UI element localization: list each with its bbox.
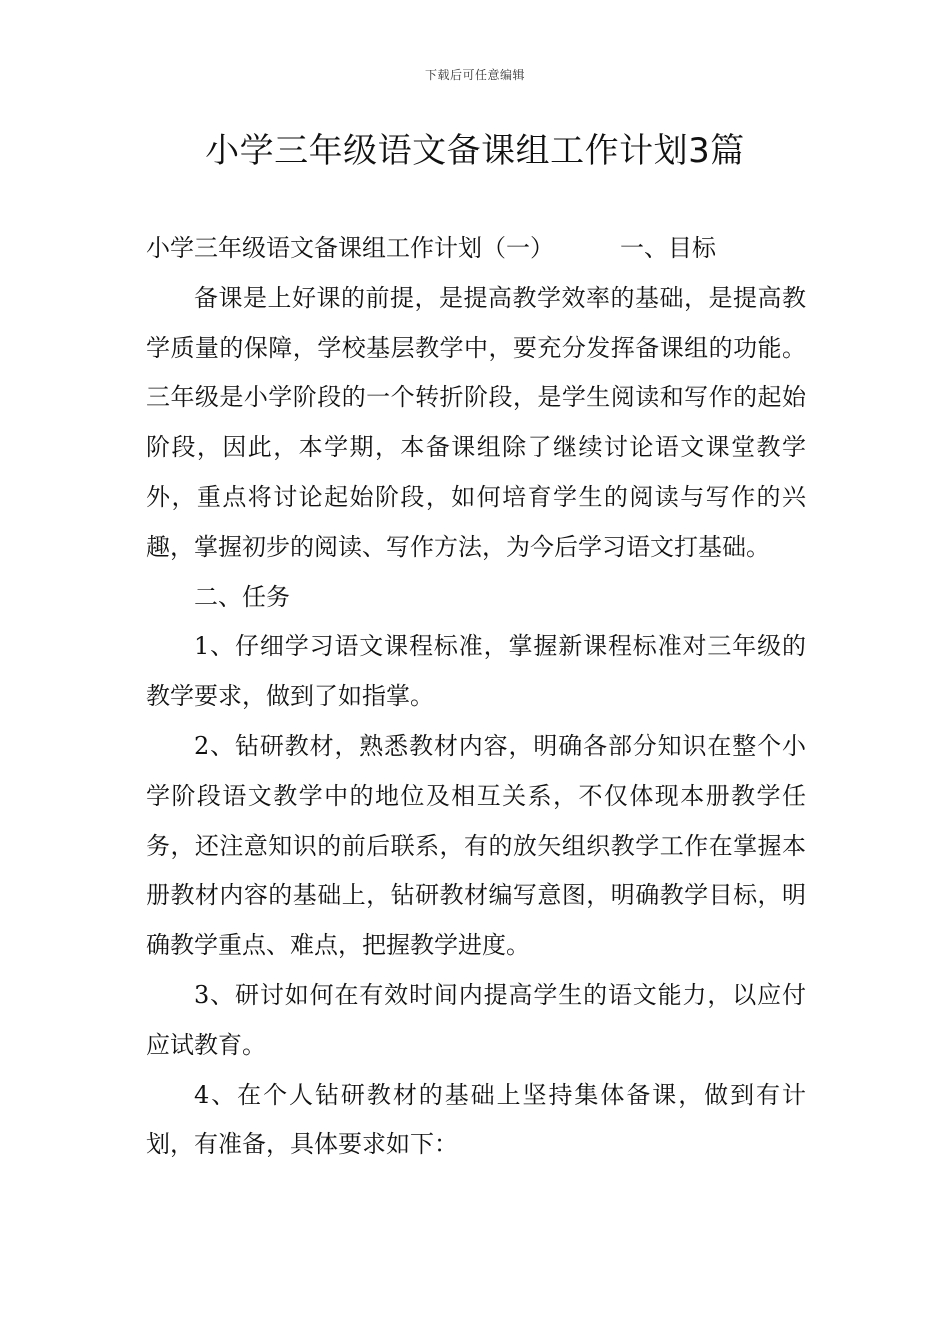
section-heading-goals: 一、目标: [620, 234, 716, 262]
task-item-1: 1、仔细学习语文课程标准，掌握新课程标准对三年级的教学要求，做到了如指掌。: [146, 632, 806, 711]
section-heading-tasks: 二、任务: [194, 582, 290, 611]
intro-line: [146, 224, 806, 274]
paragraph-goals: 备课是上好课的前提，是提高教学效率的基础，是提高教学质量的保障，学校基层教学中，要充分发挥备课组的功能。三年级是小学阶段的一个转折阶段，是学生阅读和写作的起始阶段，因此，本学期，本备课组除了继续讨论语文课堂教学外，重点将讨论起始阶段，如何培育学生的阅读与写作的兴趣，掌握初步的阅读、写作方法，为今后学习语文打基础。: [146, 283, 806, 561]
plan-subtitle: 小学三年级语文备课组工作计划（一）: [146, 234, 554, 262]
task-item-4: 4、在个人钻研教材的基础上坚持集体备课，做到有计划，有准备，具体要求如下：: [146, 1080, 806, 1159]
task-item-3: 3、研讨如何在有效时间内提高学生的语文能力，以应付应试教育。: [146, 980, 806, 1059]
document-body: [146, 224, 806, 1170]
header-note: 下载后可任意编辑: [424, 68, 525, 82]
document-title: 小学三年级语文备课组工作计划3篇: [205, 131, 745, 171]
task-item-2: 2、钻研教材，熟悉教材内容，明确各部分知识在整个小学阶段语文教学中的地位及相互关系，不仅体现本册教学任务，还注意知识的前后联系，有的放矢组织教学工作在掌握本册教材内容的基础上，钻研教材编写意图，明确教学目标，明确教学重点、难点，把握教学进度。: [146, 731, 806, 960]
